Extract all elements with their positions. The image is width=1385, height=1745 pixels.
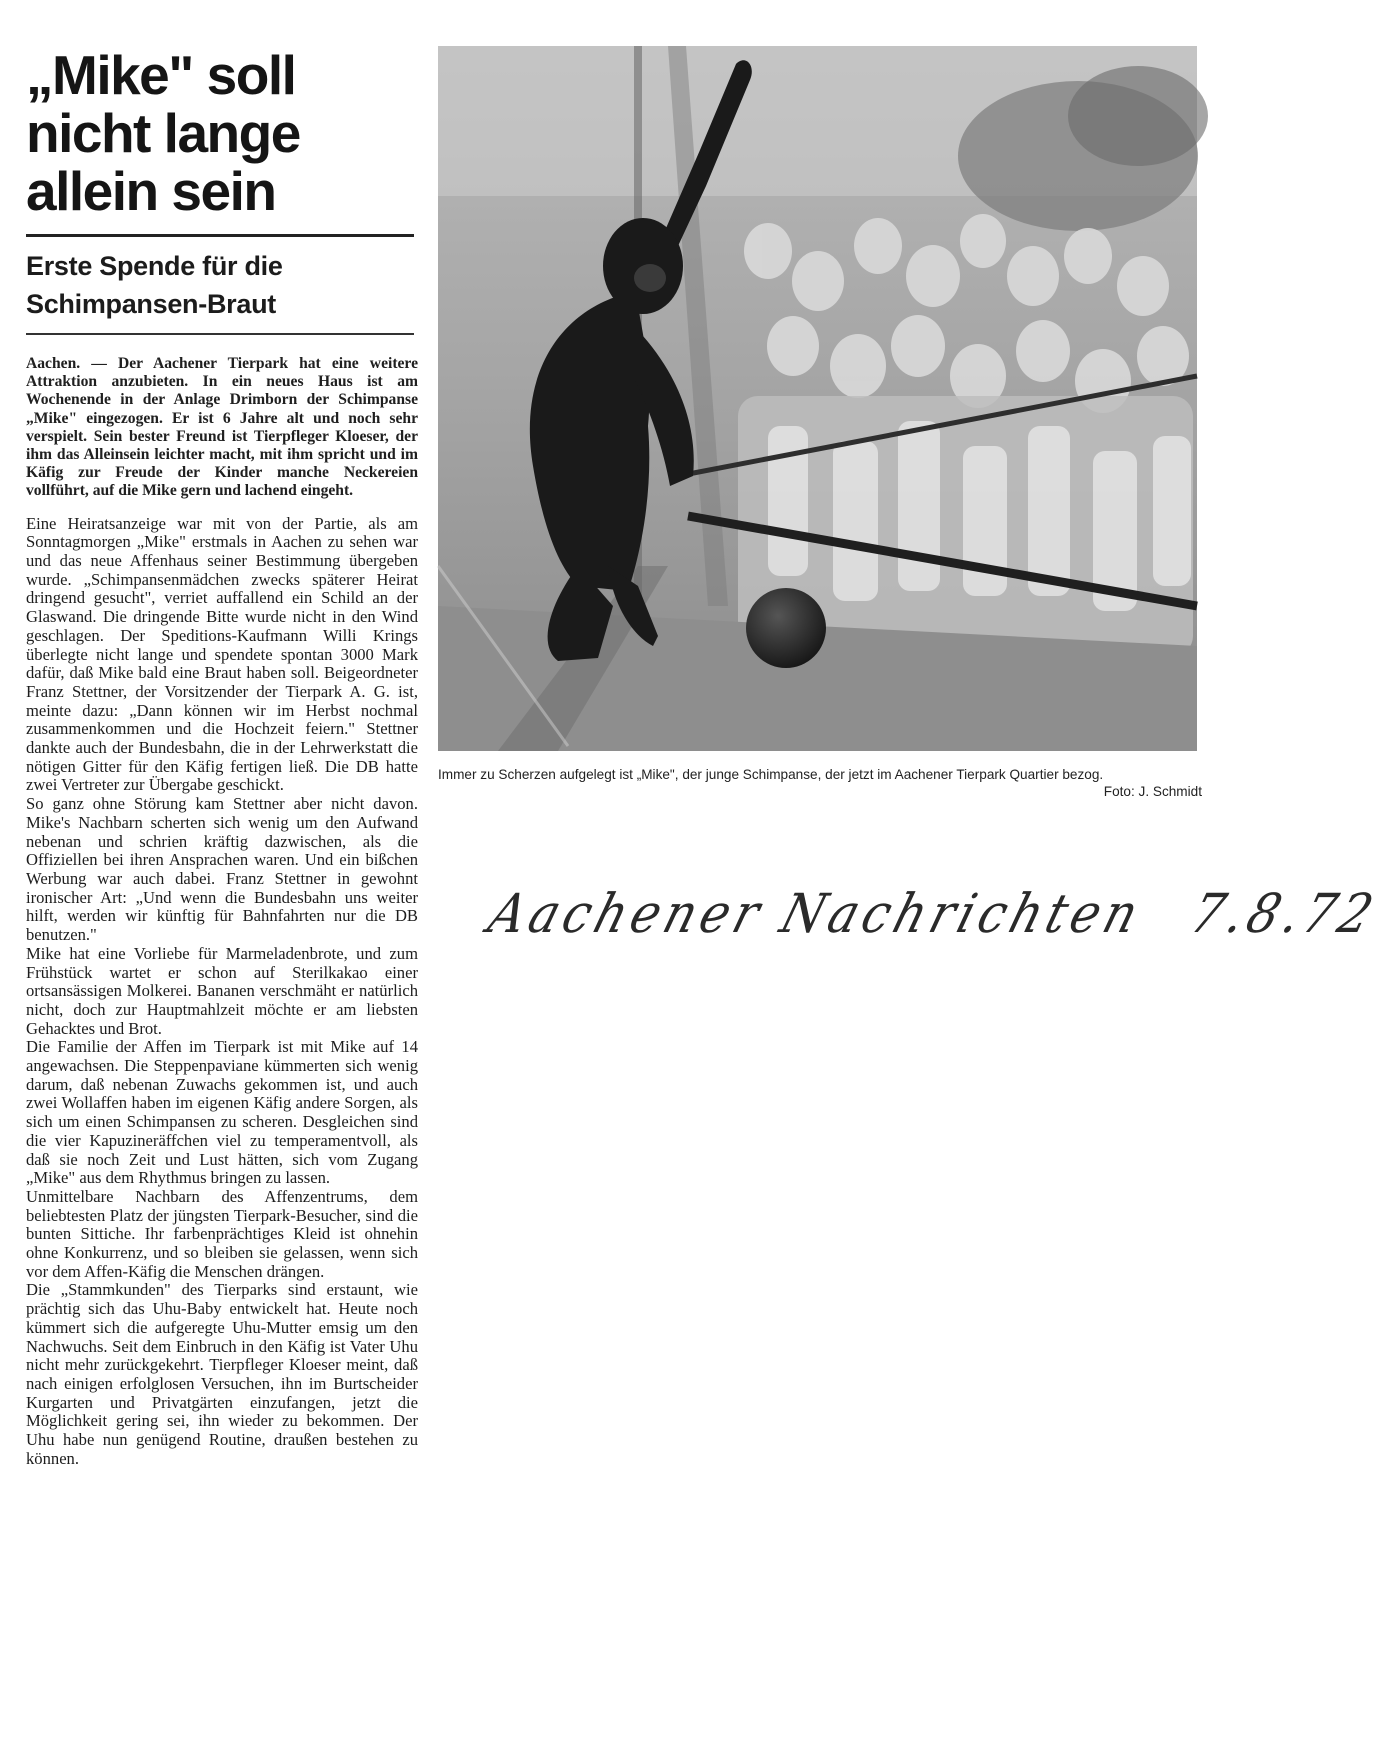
lead-paragraph: Aachen. — Der Aachener Tierpark hat eine weitere Attraktion anzubieten. In ein neues Haus ist am Wochenende in der Anlage Drimborn der Schimpanse „Mike" eingezogen. Er ist 6 Jahre alt und noch sehr verspielt. Sein bester Freund ist Tierpfleger Kloeser, der ihm das Alleinsein leichter macht, mit ihm spricht und im Käfig zur Freude der Kinder manche Neckereien vollführt, auf die Mike gern und lachend eingeht. — [26, 355, 418, 500]
photo-credit: Foto: J. Schmidt — [1103, 784, 1202, 799]
subheadline-line-2: Schimpansen-Braut — [26, 289, 276, 319]
handwritten-source-note — [472, 881, 1385, 982]
body-paragraph: Eine Heiratsanzeige war mit von der Partie, als am Sonntagmorgen „Mike" erstmals in Aachen zu sehen war und das neue Affenhaus seiner Bestimmung übergeben wurde. „Schimpansenmädchen zwecks späterer Heirat dringend gesucht", verriet auffallend ein Schild an der Glaswand. Die dringende Bitte wurde nicht in den Wind geschlagen. Der Speditions-Kaufmann Willi Krings überlegte nicht lange und spendete spontan 3000 Mark dafür, daß Mike bald eine Braut haben soll. Beigeordneter Franz Stettner, der Vorsitzender der Tierpark A. G. ist, meinte dazu: „Dann können wir im Herbst nochmal zusammenkommen und die Hochzeit feiern." Stettner dankte auch der Bundesbahn, die in der Lehrwerkstatt die nötigen Gitter für den Käfig fertigen ließ. Die DB hatte zwei Vertreter zur Übergabe geschickt. — [26, 513, 418, 795]
handwritten-newspaper-name: Aachener Nachrichten — [481, 882, 1150, 946]
body-paragraph: Die Familie der Affen im Tierpark ist mit Mike auf 14 angewachsen. Die Steppenpaviane kümmerten sich wenig darum, daß nebenan Zuwachs gekommen ist, und auch zwei Wollaffen haben im eigenen Käfig andere Sorgen, als sich um einen Schimpansen zu scheren. Desgleichen sind die vier Kapuzineräffchen viel zu temperamentvoll, als daß sie noch Zeit und Lust hätten, sich vom Zugang „Mike" aus dem Rhythmus bringen zu lassen. — [26, 1037, 418, 1188]
body-paragraph: Die „Stammkunden" des Tierparks sind erstaunt, wie prächtig sich das Uhu-Baby entwickelt hat. Heute noch kümmert sich die aufgeregte Uhu-Mutter emsig um den Nachwuchs. Seit dem Einbruch in den Käfig ist Vater Uhu nicht mehr zurückgekehrt. Tierpfleger Kloeser meint, daß nach einigen erfolglosen Versuchen, ihn im Burtscheider Kurgarten und Privatgärten einzufangen, jetzt die Möglichkeit gering sei, ihn wieder zu bekommen. Der Uhu habe nun genügend Routine, draußen bestehen zu können. — [26, 1280, 418, 1468]
subheadline-divider — [26, 333, 414, 335]
body-paragraph: Unmittelbare Nachbarn des Affenzentrums, dem beliebtesten Platz der jüngsten Tierpark-Besucher, sind die bunten Sittiche. Ihr farbenprächtiges Kleid ist ohnehin ohne Konkurrenz, und so bleiben sie gelassen, wenn sich vor dem Affen-Käfig die Menschen drängen. — [26, 1186, 418, 1281]
subheadline-line-1: Erste Spende für die — [26, 251, 283, 281]
headline-line-1: „Mike" soll — [26, 44, 296, 106]
headline-line-3: allein sein — [26, 160, 276, 222]
body-paragraph: Mike hat eine Vorliebe für Marmeladenbrote, und zum Frühstück wartet er schon auf Sterilkakao einer ortsansässigen Molkerei. Bananen verschmäht er natürlich nicht, doch zur Hauptmahlzeit möchte er am liebsten Gehacktes und Brot. — [26, 943, 418, 1038]
photo-caption: Immer zu Scherzen aufgelegt ist „Mike", der junge Schimpanse, der jetzt im Aachener Tierpark Quartier bezog. — [438, 767, 1104, 782]
handwritten-date: 7.8.72 — [1183, 882, 1385, 946]
subheadline — [26, 247, 418, 323]
article-column — [26, 46, 418, 1468]
headline-line-2: nicht lange — [26, 102, 300, 164]
headline — [26, 46, 418, 220]
headline-divider — [26, 234, 414, 237]
chimpanzee-photo — [438, 46, 1197, 751]
article-body — [26, 515, 418, 1469]
photo-illustration — [438, 46, 1197, 751]
body-paragraph: So ganz ohne Störung kam Stettner aber nicht davon. Mike's Nachbarn scherten sich wenig um den Aufwand nebenan und schrien kräftig dazwischen, als die Offiziellen bei ihren Ansprachen waren. Und ein bißchen Werbung war auch dabei. Franz Stettner in gewohnt ironischer Art: „Und wenn die Bundesbahn uns weiter hilft, werden wir künftig für Bahnfahrten nur die DB benutzen." — [26, 794, 418, 945]
